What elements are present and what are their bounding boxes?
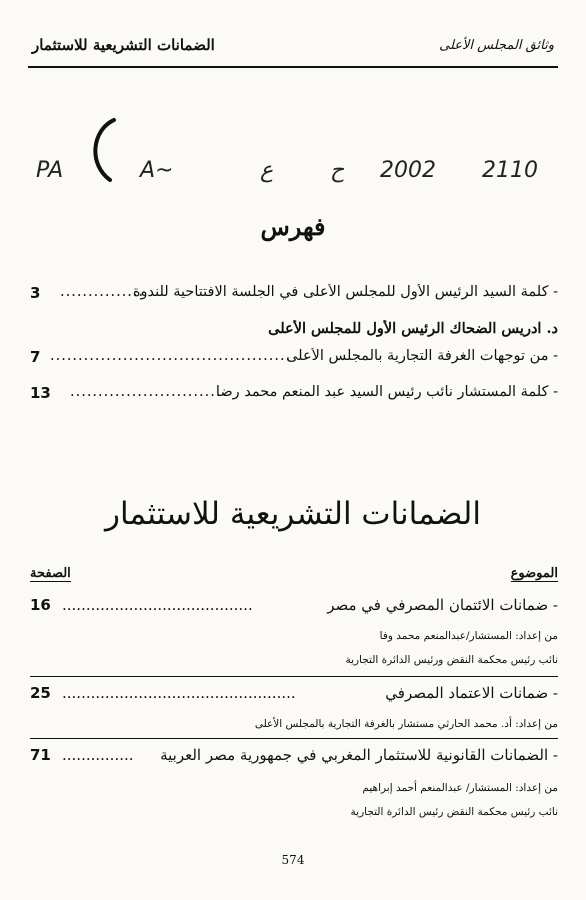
page-number: 574 (281, 853, 305, 867)
header-series: وثائق المجلس الأعلى (439, 38, 554, 53)
toc-row (30, 384, 558, 406)
toc-page: 13 (30, 384, 51, 402)
handwriting-1: PA (36, 158, 64, 183)
toc-row (30, 348, 558, 370)
index-title: فهرس (260, 212, 326, 241)
subject-column-header: الموضوع (510, 566, 558, 581)
toc-row (30, 320, 558, 342)
handwriting-3: ع (260, 158, 274, 183)
column-headers (30, 566, 558, 588)
entry-page: 71 (30, 746, 51, 764)
entry-dots: ................................................. (62, 684, 296, 702)
entry-page: 16 (30, 596, 51, 614)
toc-dots: ............... (60, 284, 145, 300)
toc-text: - كلمة المستشار نائب رئيس السيد عبد المنعم محمد رضا (215, 384, 558, 400)
toc-dots: ........................... (70, 384, 222, 400)
divider (30, 738, 558, 739)
header-title: الضمانات التشريعية للاستثمار (32, 36, 215, 54)
entry-author: من إعداد: المستشار/ عبدالمنعم أحمد إبراهيم (362, 782, 558, 794)
entry-title: - ضمانات الاعتماد المصرفي (385, 684, 558, 702)
entry-title-line (30, 684, 558, 706)
toc-dots: ........................................... (50, 348, 292, 364)
entry-author: من إعداد: أد. محمد الحارثي مستشار بالغرفة التجارية بالمجلس الأعلى (254, 718, 558, 730)
handwriting-5: 2002 (380, 158, 436, 183)
entry-title: - ضمانات الائتمان المصرفي في مصر (327, 596, 558, 614)
toc-text: - من توجهات الغرفة التجارية بالمجلس الأعلى (286, 348, 558, 364)
divider (30, 676, 558, 677)
handwriting-6: 2110 (482, 158, 538, 183)
entry-author-role: نائب رئيس محكمة النقض ورئيس الدائرة التجارية (345, 654, 558, 666)
entry-page: 25 (30, 684, 51, 702)
handwritten-notes (30, 150, 558, 190)
entry-author: من إعداد: المستشار/عبدالمنعم محمد وفا (379, 630, 558, 642)
page-column-header: الصفحة (30, 566, 71, 581)
toc-page: 3 (30, 284, 41, 302)
section-title: الضمانات التشريعية للاستثمار (105, 496, 481, 532)
entry-dots: ........................................ (62, 596, 253, 614)
running-header (28, 30, 558, 68)
toc-text: - كلمة السيد الرئيس الأول للمجلس الأعلى في الجلسة الافتتاحية للندوة (132, 284, 558, 300)
toc-page: 7 (30, 348, 41, 366)
entry-title: - الضمانات القانونية للاستثمار المغربي في جمهورية مصر العربية (160, 746, 558, 764)
handwriting-2: A~ (140, 158, 174, 183)
entry-dots: ............... (62, 746, 134, 764)
handwriting-4: ح (330, 158, 345, 183)
toc-text: د. ادريس الضحاك الرئيس الأول للمجلس الأعلى (268, 320, 558, 337)
entry-title-line (30, 746, 558, 768)
toc-row (30, 284, 558, 306)
entry-author-role: نائب رئيس محكمة النقض رئيس الدائرة التجارية (350, 806, 558, 818)
entry-title-line (30, 596, 558, 618)
